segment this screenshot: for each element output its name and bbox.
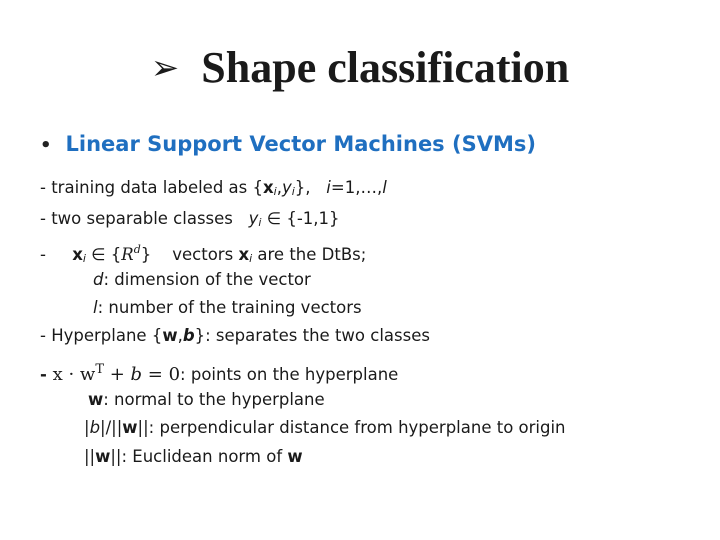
arrowhead-bullet-icon: ➢: [150, 48, 180, 88]
line-euclidean-norm: ||w||: Euclidean norm of w: [84, 447, 303, 466]
line-training-data: - training data labeled as {xi,yi}, i=1,…,l: [40, 178, 387, 198]
line-vectors: - xi ∈ $\{R^d\}$ vectors xi are the DtBs;: [40, 243, 367, 265]
line-hyperplane: - Hyperplane {w,b}: separates the two classes: [40, 326, 430, 345]
line-separable-classes: - two separable classes yi ∈ {-1,1}: [40, 209, 340, 229]
title-text: Shape classification: [201, 43, 570, 92]
bullet-icon: •: [40, 135, 52, 156]
slide-title: [0, 38, 720, 98]
line-perpendicular-distance: |b|/||w||: perpendicular distance from hyperplane to origin: [84, 418, 566, 437]
heading-text: Linear Support Vector Machines (SVMs): [65, 132, 536, 156]
line-dimension: d: dimension of the vector: [93, 270, 311, 289]
line-hyperplane-equation: - $x \cdot w^T + b = 0$: points on the hyperplane: [40, 362, 399, 385]
line-number-of-vectors: l: number of the training vectors: [93, 298, 362, 317]
line-normal: w: normal to the hyperplane: [88, 390, 325, 409]
section-heading: [40, 126, 536, 162]
